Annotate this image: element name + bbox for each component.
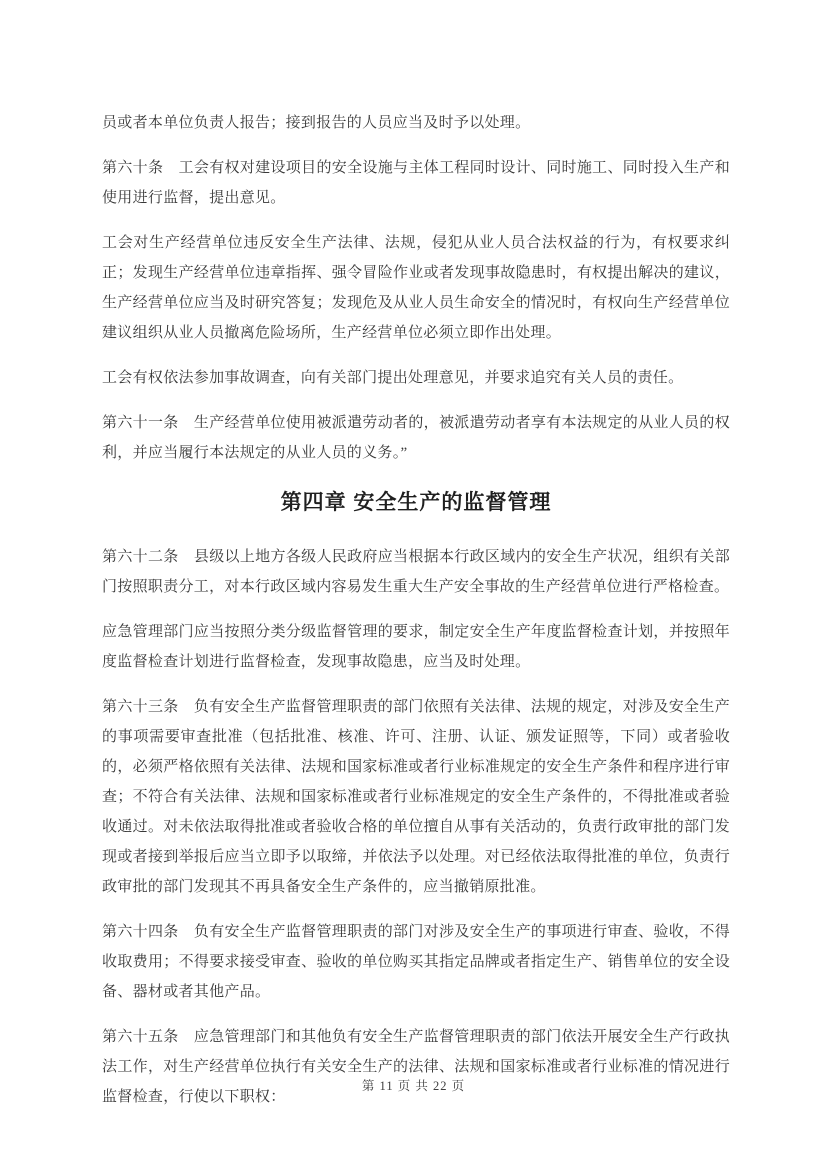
paragraph-article-60: 第六十条 工会有权对建设项目的安全设施与主体工程同时设计、同时施工、同时投入生产和使用进行监督，提出意见。 — [102, 160, 730, 206]
paragraph-article-62: 第六十二条 县级以上地方各级人民政府应当根据本行政区域内的安全生产状况，组织有关部门按照职责分工，对本行政区域内容易发生重大生产安全事故的生产经营单位进行严格检查。 — [102, 549, 730, 595]
page-footer: 第 11 页 共 22 页 — [361, 1079, 466, 1093]
chapter-heading: 第四章 安全生产的监督管理 — [280, 491, 552, 514]
paragraph-article-65: 第六十五条 应急管理部门和其他负有安全生产监督管理职责的部门依法开展安全生产行政执法工作，对生产经营单位执行有关安全生产的法律、法规和国家标准或者行业标准的情况进行监督检查，行使以下职权： — [102, 1029, 730, 1105]
paragraph-continuation: 员或者本单位负责人报告；接到报告的人员应当及时予以处理。 — [102, 115, 531, 131]
paragraph-union-investigation: 工会有权依法参加事故调查，向有关部门提出处理意见，并要求追究有关人员的责任。 — [102, 370, 684, 386]
paragraph-union-rights: 工会对生产经营单位违反安全生产法律、法规，侵犯从业人员合法权益的行为，有权要求纠正；发现生产经营单位违章指挥、强令冒险作业或者发现事故隐患时，有权提出解决的建议，生产经营单位应当及时研究答复；发现危及从业人员生命安全的情况时，有权向生产经营单位建议组织从业人员撤离危险场所，生产经营单位必须立即作出处理。 — [102, 235, 730, 341]
paragraph-article-61: 第六十一条 生产经营单位使用被派遣劳动者的，被派遣劳动者享有本法规定的从业人员的权利，并应当履行本法规定的从业人员的义务。” — [102, 415, 730, 461]
paragraph-article-64: 第六十四条 负有安全生产监督管理职责的部门对涉及安全生产的事项进行审查、验收，不得收取费用；不得要求接受审查、验收的单位购买其指定品牌或者指定生产、销售单位的安全设备、器材或者其他产品。 — [102, 924, 730, 1000]
paragraph-emergency-dept-plan: 应急管理部门应当按照分类分级监督管理的要求，制定安全生产年度监督检查计划，并按照年度监督检查计划进行监督检查，发现事故隐患，应当及时处理。 — [102, 624, 730, 670]
paragraph-article-63: 第六十三条 负有安全生产监督管理职责的部门依照有关法律、法规的规定，对涉及安全生产的事项需要审查批准（包括批准、核准、许可、注册、认证、颁发证照等，下同）或者验收的，必须严格依照有关法律、法规和国家标准或者行业标准规定的安全生产条件和程序进行审查；不符合有关法律、法规和国家标准或者行业标准规定的安全生产条件的，不得批准或者验收通过。对未依法取得批准或者验收合格的单位擅自从事有关活动的，负责行政审批的部门发现或者接到举报后应当立即予以取缔，并依法予以处理。对已经依法取得批准的单位，负责行政审批的部门发现其不再具备安全生产条件的，应当撤销原批准。 — [102, 699, 730, 895]
